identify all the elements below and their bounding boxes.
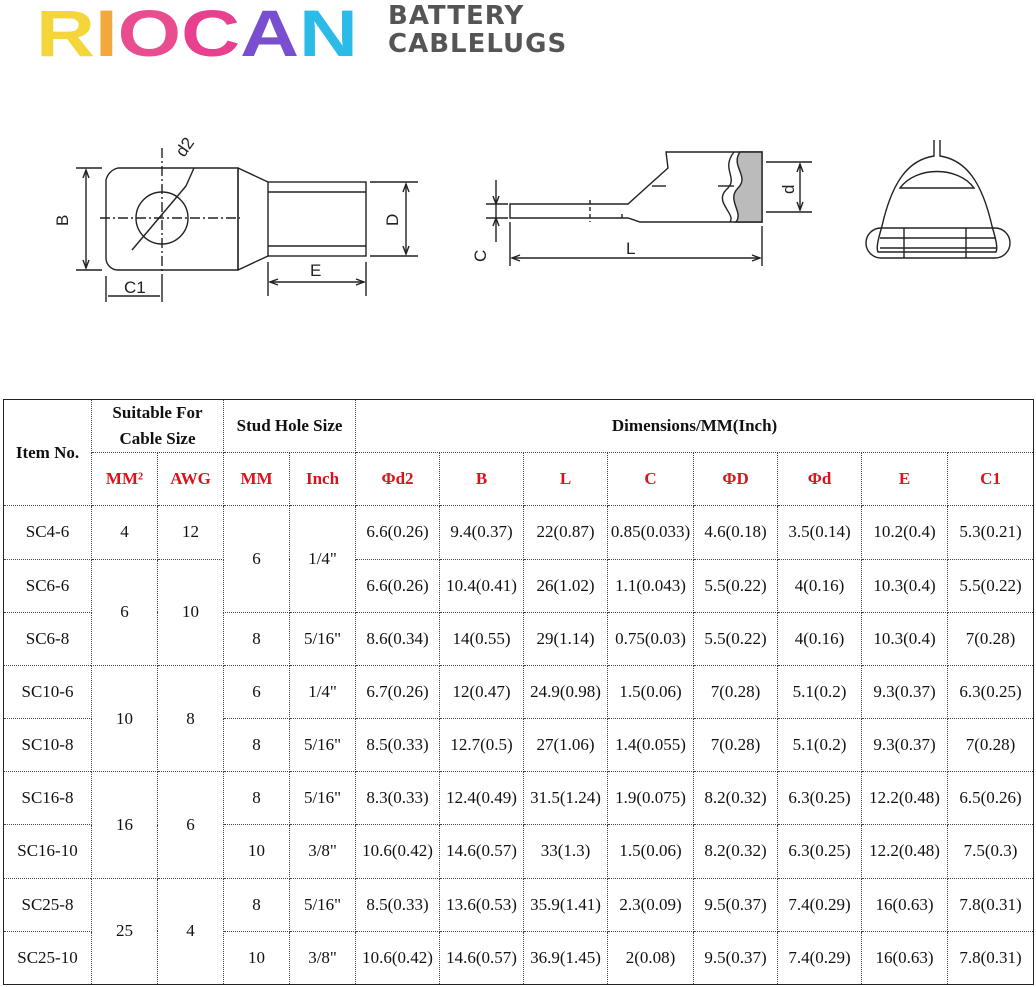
c1-cell: 7(0.28)	[948, 719, 1034, 772]
header-row-1	[4, 400, 1034, 453]
l-cell: 33(1.3)	[524, 825, 608, 878]
label-b: B	[53, 214, 72, 226]
c1-cell: 5.5(0.22)	[948, 559, 1034, 612]
c-cell: 1.4(0.055)	[608, 719, 694, 772]
b-cell: 12(0.47)	[440, 665, 524, 718]
suitable-line2: Cable Size	[119, 429, 196, 449]
col-c1: C1	[948, 453, 1034, 506]
col-awg: AWG	[158, 453, 224, 506]
item-cell: SC10-8	[4, 719, 92, 772]
b-cell: 14.6(0.57)	[440, 825, 524, 878]
label-e: E	[310, 261, 322, 280]
stud-inch-cell: 3/8"	[290, 825, 356, 878]
col-inch: Inch	[290, 453, 356, 506]
b-cell: 14(0.55)	[440, 612, 524, 665]
d2-cell: 8.5(0.33)	[356, 719, 440, 772]
label-l: L	[626, 239, 636, 258]
logo-letter-n: N	[299, 2, 347, 60]
logo-letter-a: A	[240, 2, 288, 60]
inner-d-cell: 5.1(0.2)	[778, 719, 862, 772]
c1-cell: 6.3(0.25)	[948, 665, 1034, 718]
col-c: C	[608, 453, 694, 506]
l-cell: 31.5(1.24)	[524, 772, 608, 825]
outer-d-cell: 7(0.28)	[694, 665, 778, 718]
stud-mm-cell: 10	[224, 825, 290, 878]
inner-d-cell: 5.1(0.2)	[778, 665, 862, 718]
item-cell: SC6-8	[4, 612, 92, 665]
b-cell: 9.4(0.37)	[440, 506, 524, 559]
l-cell: 24.9(0.98)	[524, 665, 608, 718]
e-cell: 10.3(0.4)	[862, 612, 948, 665]
c1-cell: 7.8(0.31)	[948, 931, 1034, 984]
l-cell: 36.9(1.45)	[524, 931, 608, 984]
dimensions-header: Dimensions/MM(Inch)	[356, 400, 1034, 453]
c-cell: 0.85(0.033)	[608, 506, 694, 559]
lug-side-view	[486, 152, 812, 266]
l-cell: 29(1.14)	[524, 612, 608, 665]
inner-d-cell: 6.3(0.25)	[778, 772, 862, 825]
stud-inch-cell: 1/4"	[290, 506, 356, 612]
d2-cell: 8.6(0.34)	[356, 612, 440, 665]
header-row-2	[4, 453, 1034, 506]
item-cell: SC25-10	[4, 931, 92, 984]
col-e: E	[862, 453, 948, 506]
outer-d-cell: 5.5(0.22)	[694, 612, 778, 665]
c-cell: 1.5(0.06)	[608, 825, 694, 878]
table-row	[4, 506, 1034, 559]
d2-cell: 6.7(0.26)	[356, 665, 440, 718]
logo-letter-c: C	[181, 2, 229, 60]
stud-mm-cell: 8	[224, 772, 290, 825]
c-cell: 1.5(0.06)	[608, 665, 694, 718]
c1-cell: 6.5(0.26)	[948, 772, 1034, 825]
b-cell: 12.4(0.49)	[440, 772, 524, 825]
lug-end-view	[866, 140, 1010, 258]
suitable-cable-header	[92, 400, 224, 453]
stud-mm-cell: 10	[224, 931, 290, 984]
spec-table	[3, 399, 1034, 985]
c-cell: 2(0.08)	[608, 931, 694, 984]
riocan-logo	[36, 2, 358, 60]
c-cell: 0.75(0.03)	[608, 612, 694, 665]
stud-inch-cell: 5/16"	[290, 719, 356, 772]
item-cell: SC16-10	[4, 825, 92, 878]
stud-mm-cell: 6	[224, 665, 290, 718]
outer-d-cell: 9.5(0.37)	[694, 931, 778, 984]
e-cell: 16(0.63)	[862, 931, 948, 984]
col-inner-d: Φd	[778, 453, 862, 506]
l-cell: 26(1.02)	[524, 559, 608, 612]
label-c: C	[471, 249, 490, 262]
inner-d-cell: 4(0.16)	[778, 559, 862, 612]
table-row	[4, 772, 1034, 825]
item-cell: SC10-6	[4, 665, 92, 718]
outer-d-cell: 4.6(0.18)	[694, 506, 778, 559]
inner-d-cell: 3.5(0.14)	[778, 506, 862, 559]
logo-letter-o: O	[117, 2, 169, 60]
l-cell: 27(1.06)	[524, 719, 608, 772]
stud-inch-cell: 5/16"	[290, 612, 356, 665]
item-no-header: Item No.	[4, 400, 92, 506]
e-cell: 10.2(0.4)	[862, 506, 948, 559]
outer-d-cell: 9.5(0.37)	[694, 878, 778, 931]
l-cell: 35.9(1.41)	[524, 878, 608, 931]
stud-inch-cell: 5/16"	[290, 878, 356, 931]
label-d2: d2	[171, 133, 199, 161]
logo-letter-i: I	[94, 2, 114, 60]
col-b: B	[440, 453, 524, 506]
e-cell: 16(0.63)	[862, 878, 948, 931]
technical-drawings	[0, 130, 1036, 330]
logo-letter-r: R	[36, 2, 84, 60]
label-d-upper: D	[383, 213, 402, 226]
brand-tagline	[388, 2, 567, 58]
stud-inch-cell: 3/8"	[290, 931, 356, 984]
l-cell: 22(0.87)	[524, 506, 608, 559]
stud-mm-cell: 8	[224, 719, 290, 772]
tagline-line2: CABLELUGS	[388, 29, 568, 59]
mm2-cell: 10	[92, 665, 158, 771]
awg-cell: 10	[158, 559, 224, 665]
item-cell: SC6-6	[4, 559, 92, 612]
c1-cell: 5.3(0.21)	[948, 506, 1034, 559]
b-cell: 12.7(0.5)	[440, 719, 524, 772]
outer-d-cell: 5.5(0.22)	[694, 559, 778, 612]
col-outer-d: ΦD	[694, 453, 778, 506]
stud-mm-cell: 6	[224, 506, 290, 612]
awg-cell: 6	[158, 772, 224, 878]
col-mm: MM	[224, 453, 290, 506]
table-row	[4, 665, 1034, 718]
table-row	[4, 878, 1034, 931]
stud-inch-cell: 1/4"	[290, 665, 356, 718]
awg-cell: 4	[158, 878, 224, 984]
svg-text:RIOCAN	[36, 2, 358, 60]
c1-cell: 7(0.28)	[948, 612, 1034, 665]
stud-mm-cell: 8	[224, 612, 290, 665]
inner-d-cell: 7.4(0.29)	[778, 931, 862, 984]
d2-cell: 8.3(0.33)	[356, 772, 440, 825]
c-cell: 1.1(0.043)	[608, 559, 694, 612]
b-cell: 14.6(0.57)	[440, 931, 524, 984]
e-cell: 9.3(0.37)	[862, 719, 948, 772]
c-cell: 2.3(0.09)	[608, 878, 694, 931]
item-cell: SC4-6	[4, 506, 92, 559]
outer-d-cell: 8.2(0.32)	[694, 772, 778, 825]
e-cell: 12.2(0.48)	[862, 772, 948, 825]
d2-cell: 6.6(0.26)	[356, 559, 440, 612]
inner-d-cell: 4(0.16)	[778, 612, 862, 665]
e-cell: 9.3(0.37)	[862, 665, 948, 718]
outer-d-cell: 7(0.28)	[694, 719, 778, 772]
col-d2: Φd2	[356, 453, 440, 506]
item-cell: SC25-8	[4, 878, 92, 931]
label-d-lower: d	[779, 184, 798, 194]
b-cell: 10.4(0.41)	[440, 559, 524, 612]
col-mm2: MM²	[92, 453, 158, 506]
e-cell: 12.2(0.48)	[862, 825, 948, 878]
d2-cell: 8.5(0.33)	[356, 878, 440, 931]
c1-cell: 7.5(0.3)	[948, 825, 1034, 878]
stud-inch-cell: 5/16"	[290, 772, 356, 825]
col-l: L	[524, 453, 608, 506]
b-cell: 13.6(0.53)	[440, 878, 524, 931]
item-cell: SC16-8	[4, 772, 92, 825]
mm2-cell: 6	[92, 559, 158, 665]
mm2-cell: 25	[92, 878, 158, 984]
d2-cell: 10.6(0.42)	[356, 931, 440, 984]
mm2-cell: 16	[92, 772, 158, 878]
d2-cell: 6.6(0.26)	[356, 506, 440, 559]
inner-d-cell: 7.4(0.29)	[778, 878, 862, 931]
d2-cell: 10.6(0.42)	[356, 825, 440, 878]
outer-d-cell: 8.2(0.32)	[694, 825, 778, 878]
awg-cell: 8	[158, 665, 224, 771]
tagline-line1: BATTERY	[388, 1, 525, 31]
suitable-line1: Suitable For	[112, 403, 203, 423]
e-cell: 10.3(0.4)	[862, 559, 948, 612]
stud-mm-cell: 8	[224, 878, 290, 931]
c-cell: 1.9(0.075)	[608, 772, 694, 825]
inner-d-cell: 6.3(0.25)	[778, 825, 862, 878]
stud-hole-header: Stud Hole Size	[224, 400, 356, 453]
mm2-cell: 4	[92, 506, 158, 559]
awg-cell: 12	[158, 506, 224, 559]
label-c1: C1	[124, 278, 146, 297]
table-row	[4, 559, 1034, 612]
c1-cell: 7.8(0.31)	[948, 878, 1034, 931]
